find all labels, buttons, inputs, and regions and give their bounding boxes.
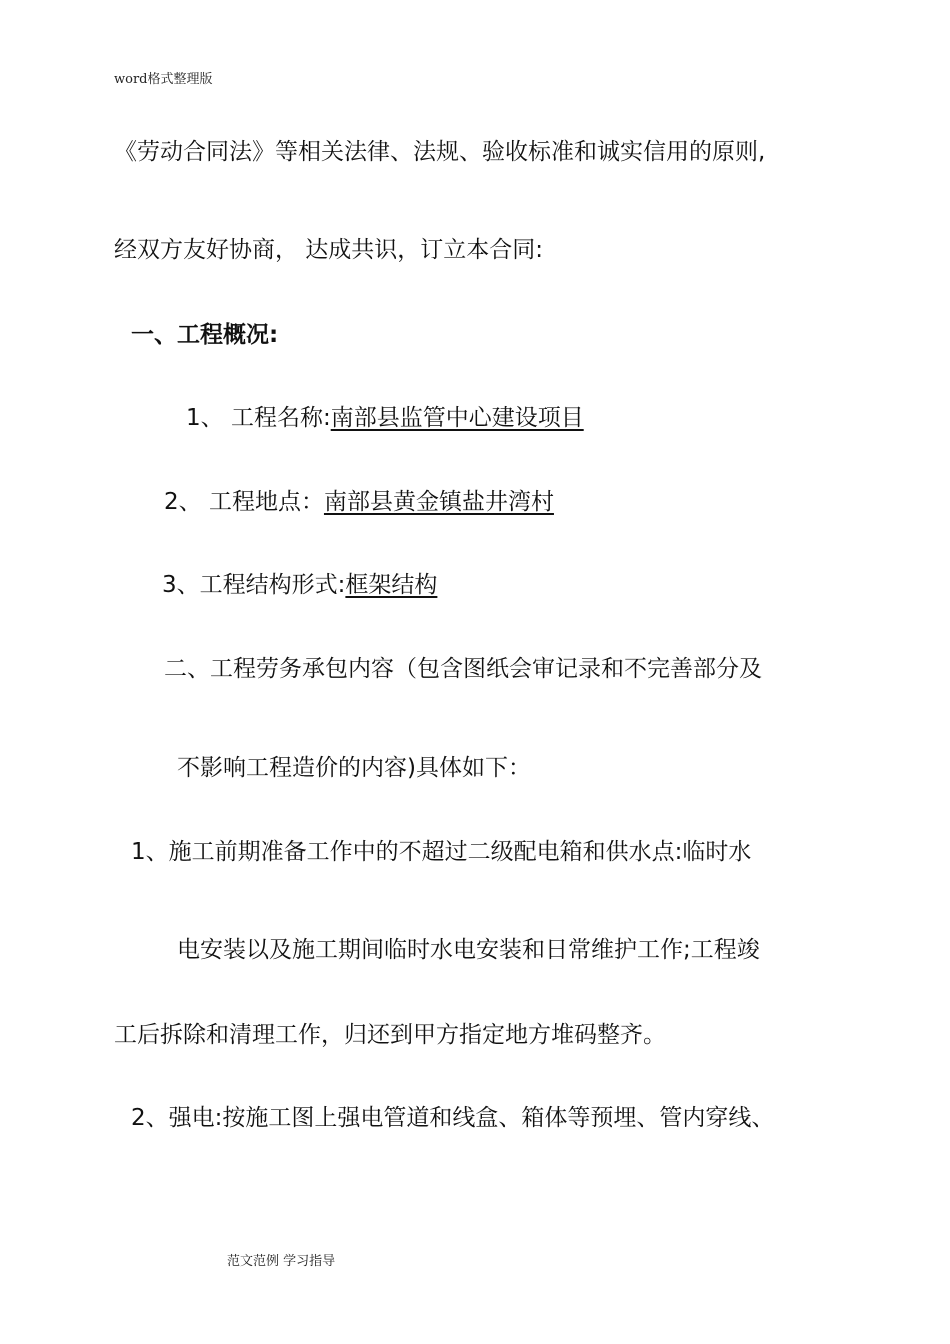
section-2-line-2: 不影响工程造价的内容)具体如下： [177, 755, 531, 781]
item-project-name-label: 1、 工程名称: [186, 405, 331, 431]
item-project-location-value: 南部县黄金镇盐井湾村 [323, 489, 554, 515]
section-1-heading: 一、工程概况: [131, 322, 279, 348]
page-footer: 范文范例 学习指导 [227, 1254, 336, 1269]
item-project-location [164, 487, 554, 517]
paragraph-1-line-2: 电安装以及施工期间临时水电安装和日常维护工作;工程竣 [177, 937, 760, 963]
body-line-2: 经双方友好协商， 达成共识，订立本合同: [114, 237, 544, 263]
page-header: word格式整理版 [114, 72, 213, 87]
item-project-name [186, 403, 584, 433]
item-structure-form-label: 3、工程结构形式: [162, 572, 346, 598]
paragraph-2-line-1: 2、强电:按施工图上强电管道和线盒、箱体等预埋、管内穿线、 [131, 1105, 775, 1131]
item-structure-form-value: 框架结构 [345, 572, 438, 598]
item-project-name-value: 南部县监管中心建设项目 [330, 405, 584, 431]
paragraph-1-line-1: 1、施工前期准备工作中的不超过二级配电箱和供水点:临时水 [131, 839, 752, 865]
item-project-location-label: 2、 工程地点： [164, 489, 324, 515]
body-line-1: 《劳动合同法》等相关法律、法规、验收标准和诚实信用的原则, [114, 139, 766, 165]
item-structure-form [162, 570, 437, 600]
section-2-line-1: 二、工程劳务承包内容（包含图纸会审记录和不完善部分及 [164, 656, 762, 682]
paragraph-1-line-3: 工后拆除和清理工作，归还到甲方指定地方堆码整齐。 [114, 1022, 666, 1048]
